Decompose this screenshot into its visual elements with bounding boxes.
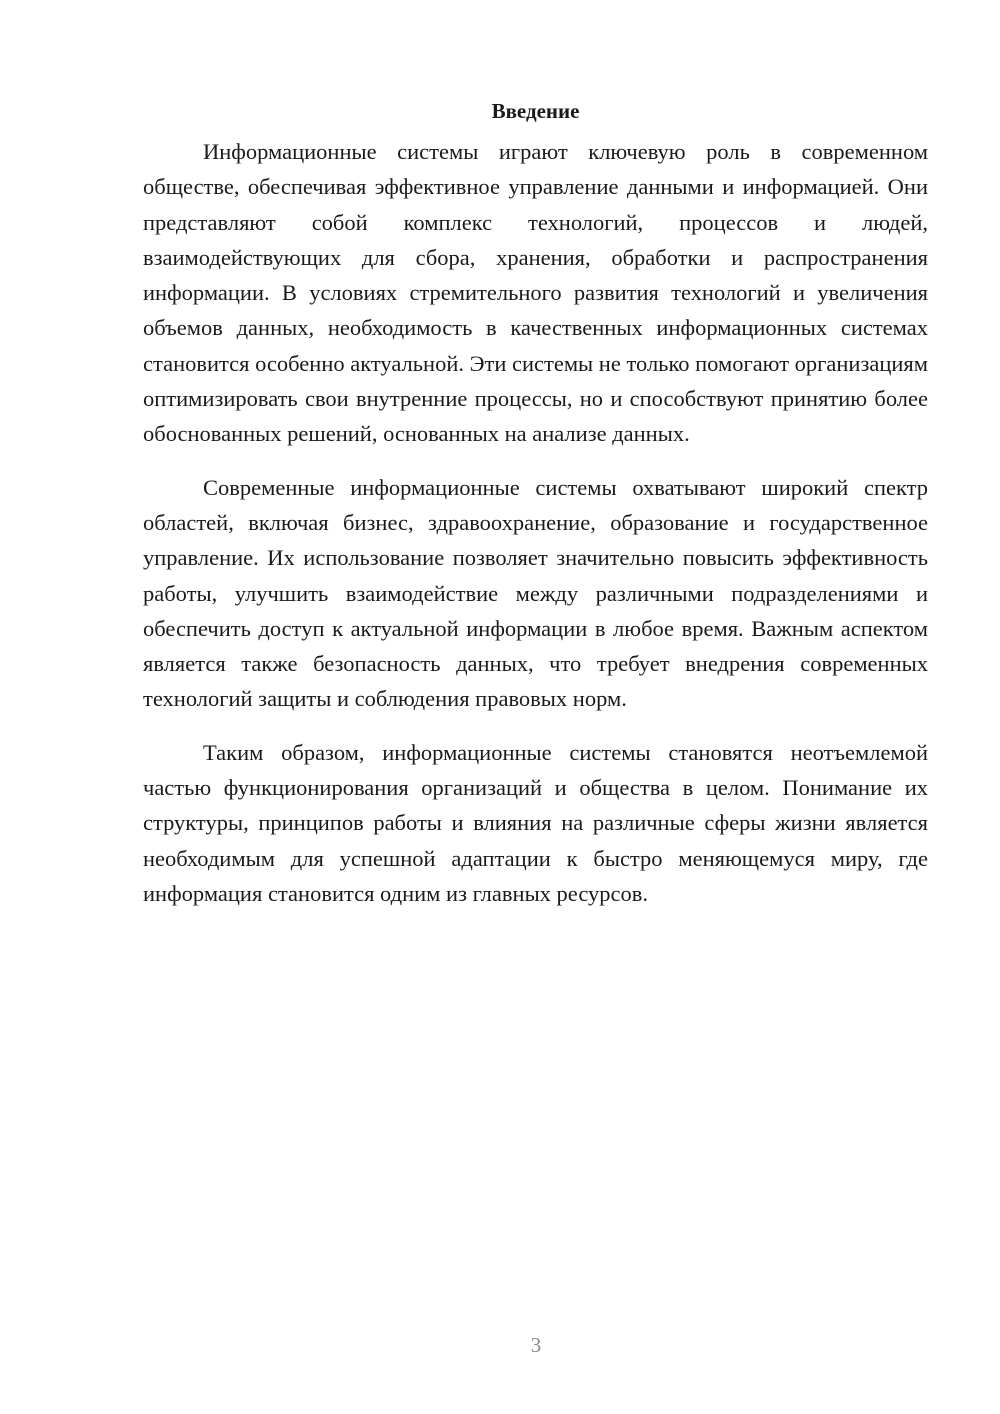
paragraph-1: Информационные системы играют ключевую роль в современном обществе, обеспечивая эффективное управление данными и информацией. Они представляют собой комплекс технологий, процессов и людей, взаимодействующих для сбора, хранения, обработки и распространения информации. В условиях стремительного развития технологий и увеличения объемов данных, необходимость в качественных информационных системах становится особенно актуальной. Эти системы не только помогают организациям оптимизировать свои внутренние процессы, но и способствуют принятию более обоснованных решений, основанных на анализе данных.	[143, 139, 928, 447]
page-content	[143, 96, 928, 929]
page-number: 3	[530, 1333, 542, 1357]
section-title: Введение	[491, 99, 580, 123]
paragraph-2: Современные информационные системы охватывают широкий спектр областей, включая бизнес, здравоохранение, образование и государственное управление. Их использование позволяет значительно повысить эффективность работы, улучшить взаимодействие между различными подразделениями и обеспечить доступ к актуальной информации в любое время. Важным аспектом является также безопасность данных, что требует внедрения современных технологий защиты и соблюдения правовых норм.	[143, 474, 928, 712]
paragraph-3: Таким образом, информационные системы становятся неотъемлемой частью функционирования организаций и общества в целом. Понимание их структуры, принципов работы и влияния на различные сферы жизни является необходимым для успешной адаптации к быстро меняющемуся миру, где информация становится одним из главных ресурсов.	[143, 739, 928, 906]
